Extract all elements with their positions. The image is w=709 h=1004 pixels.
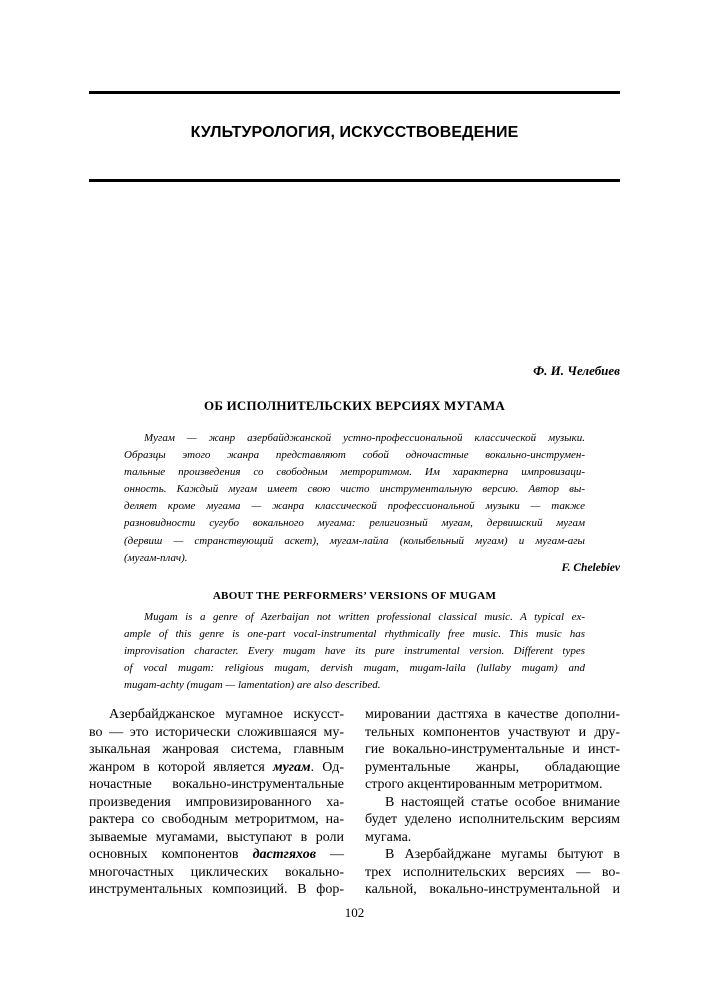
body-line: инструментальных композиций. В фор- xyxy=(89,882,344,897)
abstract-line: (дервиш — странствующий аскет), мугам-лайла (колыбельный мугам) и мугам-агы xyxy=(124,534,585,547)
abstract-line: Mugam is a genre of Azerbaijan not written professional classical music. A typical ex- xyxy=(144,611,585,623)
body-line: тельных компонентов участвуют и дру- xyxy=(365,724,620,740)
body-column-left xyxy=(89,706,344,899)
body-line: рактера со свободным метроритмом, на- xyxy=(89,812,344,827)
top-rule xyxy=(89,91,620,94)
body-line: В Азербайджане мугамы бытуют в xyxy=(385,847,620,862)
body-line: многочастных циклических вокально- xyxy=(89,864,344,880)
abstract-line: Мугам — жанр азербайджанской устно-профессиональной классической музыки. xyxy=(144,432,585,444)
body-line: будет уделено исполнительским версиям xyxy=(365,812,620,827)
body-text: — xyxy=(315,847,345,862)
article-title-en: ABOUT THE PERFORMERS’ VERSIONS OF MUGAM xyxy=(212,590,497,602)
body-line xyxy=(89,759,344,777)
section-title: КУЛЬТУРОЛОГИЯ, ИСКУССТВОВЕДЕНИЕ xyxy=(190,124,519,141)
page-number: 102 xyxy=(344,905,365,920)
body-line: рументальные жанры, обладающие xyxy=(365,759,620,775)
body-line: во — это исторически сложившаяся му- xyxy=(89,724,344,740)
abstract-line: mugam-achty (mugam — lamentation) are also described. xyxy=(124,679,381,692)
body-line: мугама. xyxy=(365,829,412,845)
body-line: зываемые мугамами, выступают в роли xyxy=(89,829,344,845)
term-dastgah: дастгяхов xyxy=(252,847,316,862)
body-line: ночастные вокально-инструментальные xyxy=(89,777,344,792)
author-en: F. Chelebiev xyxy=(561,562,620,574)
abstract-line: онность. Каждый мугам имеет свою чисто инструментальную версию. Автор вы- xyxy=(124,483,585,496)
body-line: мировании дастгяха в качестве дополни- xyxy=(365,707,620,722)
abstract-en xyxy=(124,609,585,694)
body-line: трех исполнительских версиях — во- xyxy=(365,864,620,880)
abstract-line: (мугам-плач). xyxy=(124,551,188,564)
abstract-ru xyxy=(124,430,585,567)
abstract-line: ample of this genre is one-part vocal-instrumental rhythmically free music. This music has xyxy=(124,628,585,641)
abstract-line: of vocal mugam: religious mugam, dervish mugam, mugam-laila (lullaby mugam) and xyxy=(124,662,585,675)
body-line: произведения импровизированного ха- xyxy=(89,794,344,810)
body-line: В настоящей статье особое внимание xyxy=(385,794,620,810)
abstract-line: деляет кроме мугама — жанра классической профессиональной музыки — также xyxy=(124,500,585,513)
body-line xyxy=(89,846,344,864)
body-line: строго акцентированным метроритмом. xyxy=(365,777,603,792)
abstract-line: Образцы этого жанра представляют собой одночастные вокально-инструмен- xyxy=(124,449,585,462)
body-text: жанром в которой является xyxy=(89,759,274,775)
term-mugam: мугам xyxy=(273,759,311,775)
article-title-ru: ОБ ИСПОЛНИТЕЛЬСКИХ ВЕРСИЯХ МУГАМА xyxy=(204,398,505,413)
abstract-line: improvisation character. Every mugam have its pure instrumental version. Different types xyxy=(124,645,585,658)
body-column-right xyxy=(365,706,620,899)
body-line: гие вокально-инструментальные и инст- xyxy=(365,742,620,757)
abstract-line: тальные произведения со свободным метроритмом. Им характерна импровизаци- xyxy=(124,466,585,479)
bottom-rule xyxy=(89,179,620,182)
body-text: . Од- xyxy=(310,759,344,775)
body-line: Азербайджанское мугамное искусст- xyxy=(109,707,344,722)
body-text: основных компонентов xyxy=(89,847,253,862)
abstract-line: разновидности сугубо вокального мугама: религиозный мугам, дервишский мугам xyxy=(124,517,585,530)
author-ru: Ф. И. Челебиев xyxy=(533,363,620,378)
body-line: зыкальная жанровая система, главным xyxy=(89,742,344,757)
body-line: кальной, вокально-инструментальной и xyxy=(365,882,620,897)
